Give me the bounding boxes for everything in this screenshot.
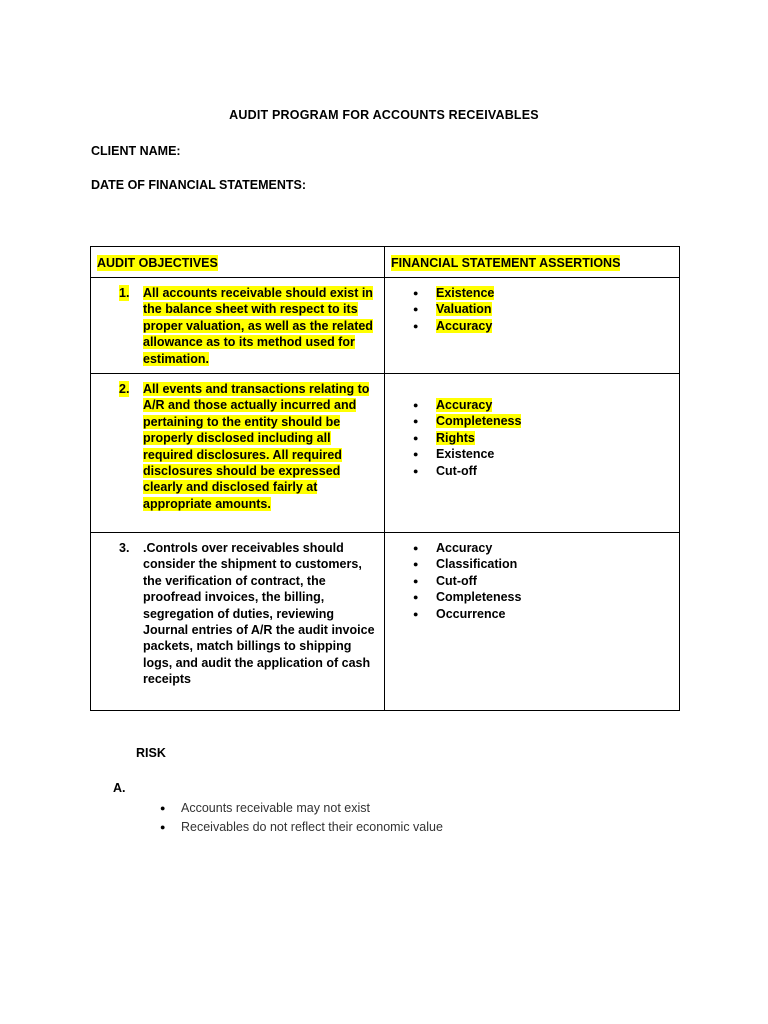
bullet-icon: ● (413, 592, 419, 603)
assertion-text: Completeness (436, 590, 522, 605)
assertion-text: Accuracy (436, 398, 493, 413)
bullet-icon: ● (160, 803, 166, 813)
list-item (385, 573, 679, 589)
bullet-icon: ● (160, 822, 166, 832)
assertion-text: Cut-off (436, 463, 477, 478)
objective-cell (91, 533, 385, 711)
bullet-icon: ● (413, 449, 419, 460)
bullet-icon: ● (413, 465, 419, 476)
bullet-icon: ● (413, 400, 419, 411)
assertion-text: Classification (436, 557, 518, 572)
bullet-icon: ● (413, 559, 419, 570)
table-header-row (91, 247, 680, 278)
assertion-text: Valuation (436, 302, 492, 317)
assertions-cell (385, 278, 680, 374)
objective-text: All events and transactions relating to A/R and those actually incurred and pertaining to the entity should be properly disclosed including all required disclosures. All required disclosures should be expressed clearly and disclosed fairly at appropriate amounts. (143, 382, 370, 511)
assertions-cell (385, 533, 680, 711)
risk-item-text: Receivables do not reflect their economic value (181, 820, 443, 834)
list-item (385, 285, 679, 301)
list-item (385, 430, 679, 446)
objective-cell (91, 374, 385, 533)
list-item (160, 818, 443, 837)
document-title: AUDIT PROGRAM FOR ACCOUNTS RECEIVABLES (229, 108, 539, 122)
assertions-header: FINANCIAL STATEMENT ASSERTIONS (391, 256, 621, 270)
risk-item-text: Accounts receivable may not exist (181, 801, 370, 815)
bullet-icon: ● (413, 608, 419, 619)
bullet-icon: ● (413, 416, 419, 427)
objective-text: All accounts receivable should exist in the balance sheet with respect to its proper valuation, as well as the related allowance as to its method used for estimation. (143, 286, 373, 366)
objectives-header: AUDIT OBJECTIVES (97, 256, 218, 270)
objectives-header-cell (91, 247, 385, 278)
risk-list (160, 799, 443, 837)
assertion-text: Rights (436, 430, 475, 445)
objective-number: 1. (119, 286, 130, 300)
assertion-text: Existence (436, 447, 495, 462)
bullet-icon: ● (413, 543, 419, 554)
assertion-text: Occurrence (436, 606, 506, 621)
assertion-text: Accuracy (436, 541, 493, 556)
list-item (385, 397, 679, 413)
assertion-text: Cut-off (436, 573, 477, 588)
table-row (91, 533, 680, 711)
list-item (385, 540, 679, 556)
assertion-list (385, 285, 679, 334)
client-name-label: CLIENT NAME: (91, 144, 181, 158)
assertion-text: Completeness (436, 414, 522, 429)
objective-cell (91, 278, 385, 374)
bullet-icon: ● (413, 288, 419, 298)
bullet-icon: ● (413, 432, 419, 443)
assertion-text: Existence (436, 286, 495, 300)
assertion-text: Accuracy (436, 318, 493, 333)
list-item (385, 606, 679, 622)
list-item (385, 446, 679, 462)
objective-number: 2. (119, 382, 130, 397)
audit-program-table (90, 246, 680, 711)
list-item (385, 318, 679, 334)
table-row (91, 278, 680, 374)
list-item (385, 556, 679, 572)
list-item (385, 413, 679, 429)
assertion-list (385, 540, 679, 622)
assertion-list (385, 397, 679, 479)
bullet-icon: ● (413, 304, 419, 315)
risk-heading: RISK (136, 746, 166, 760)
bullet-icon: ● (413, 575, 419, 586)
list-item (385, 301, 679, 317)
bullet-icon: ● (413, 320, 419, 331)
table-row (91, 374, 680, 533)
fs-date-label: DATE OF FINANCIAL STATEMENTS: (91, 178, 307, 192)
assertions-header-cell (385, 247, 680, 278)
assertions-cell (385, 374, 680, 533)
list-item (385, 589, 679, 605)
risk-section-label: A. (113, 781, 126, 795)
objective-text: .Controls over receivables should consider the shipment to customers, the verification of contract, the proofread invoices, the billing, segregation of duties, reviewing Journal entries of A/R the audit invoice packets, match billings to shipping logs, and audit the application of cash receipts (143, 541, 375, 687)
list-item (385, 463, 679, 479)
objective-number: 3. (119, 541, 130, 556)
list-item (160, 799, 443, 818)
